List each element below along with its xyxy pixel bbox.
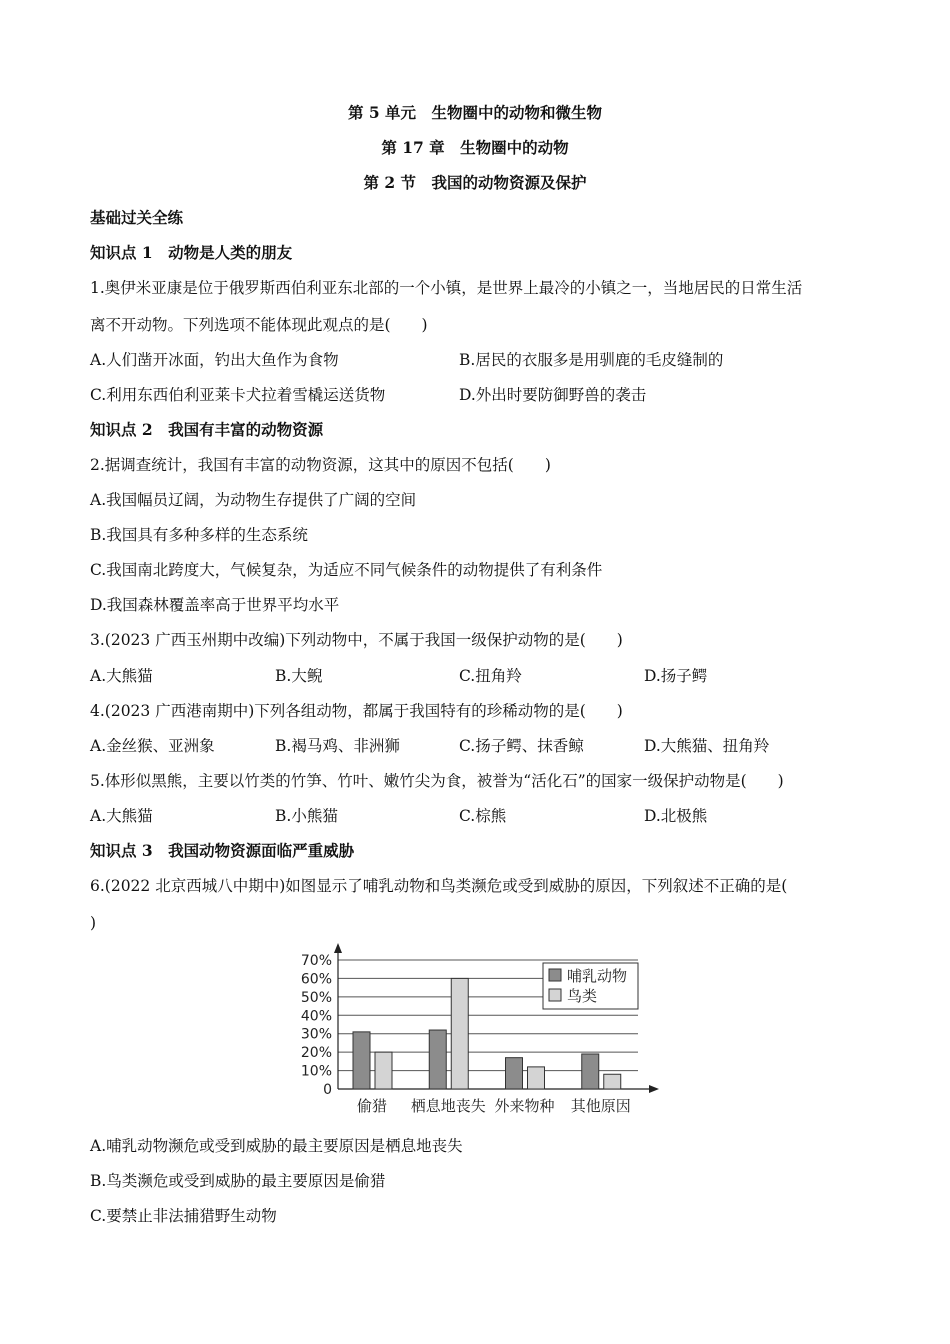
section-title: 第 2 节 我国的动物资源及保护 — [363, 173, 587, 192]
q1-option-c: C.利用东西伯利亚莱卡犬拉着雪橇运送货物 — [90, 386, 386, 404]
q2-option-c: C.我国南北跨度大，气候复杂，为适应不同气候条件的动物提供了有利条件 — [90, 561, 603, 579]
legend-label: 哺乳动物 — [567, 967, 628, 985]
bar-bird — [375, 1052, 392, 1089]
y-tick-label: 50% — [300, 989, 332, 1006]
q5-stem: 5.体形似黑熊，主要以竹类的竹笋、竹叶、嫩竹尖为食，被誉为“活化石”的国家一级保护动物是( ) — [90, 772, 784, 790]
q5-option-b: B.小熊猫 — [275, 807, 338, 825]
x-tick-label: 栖息地丧失 — [410, 1097, 486, 1115]
q3-option-c: C.扭角羚 — [459, 667, 522, 685]
y-tick-label: 0 — [323, 1082, 332, 1098]
y-tick-label: 70% — [300, 953, 332, 969]
q6-option-b: B.鸟类濒危或受到威胁的最主要原因是偷猎 — [90, 1172, 386, 1190]
q6-stem-line1: 6.(2022 北京西城八中期中)如图显示了哺乳动物和鸟类濒危或受到威胁的原因，下列叙述不正确的是( — [90, 877, 788, 895]
q1-stem-line1: 1.奥伊米亚康是位于俄罗斯西伯利亚东北部的一个小镇，是世界上最冷的小镇之一，当地居民的日常生活 — [90, 279, 803, 297]
q3-option-d: D.扬子鳄 — [644, 667, 708, 685]
knowledge-point-2: 知识点 2 我国有丰富的动物资源 — [90, 420, 324, 439]
y-tick-label: 60% — [300, 971, 332, 988]
q1-stem-line2: 离不开动物。下列选项不能体现此观点的是( ) — [90, 316, 428, 334]
x-tick-label: 外来物种 — [494, 1097, 555, 1115]
q6-option-a: A.哺乳动物濒危或受到威胁的最主要原因是栖息地丧失 — [90, 1137, 463, 1155]
y-tick-label: 30% — [300, 1026, 332, 1043]
legend-label: 鸟类 — [567, 987, 598, 1005]
q1-option-b: B.居民的衣服多是用驯鹿的毛皮缝制的 — [459, 351, 724, 369]
y-axis-arrow — [334, 943, 342, 953]
knowledge-point-3: 知识点 3 我国动物资源面临严重威胁 — [90, 841, 355, 860]
q4-option-b: B.褐马鸡、非洲狮 — [275, 737, 400, 755]
y-tick-label: 10% — [300, 1063, 332, 1080]
bar-bird — [528, 1067, 545, 1089]
y-tick-label: 40% — [300, 1008, 332, 1025]
q1-option-a: A.人们凿开冰面，钓出大鱼作为食物 — [90, 351, 339, 369]
knowledge-point-1: 知识点 1 动物是人类的朋友 — [90, 243, 293, 262]
bar-mammal — [353, 1032, 370, 1089]
q5-option-d: D.北极熊 — [644, 807, 708, 825]
q6-stem-line2: ) — [90, 914, 97, 932]
q5-option-a: A.大熊猫 — [90, 807, 153, 825]
q4-stem: 4.(2023 广西港南期中)下列各组动物，都属于我国特有的珍稀动物的是( ) — [90, 702, 623, 720]
bar-mammal — [429, 1030, 446, 1089]
q3-option-b: B.大鲵 — [275, 667, 323, 685]
q1-option-d: D.外出时要防御野兽的袭击 — [459, 386, 647, 404]
q3-option-a: A.大熊猫 — [90, 667, 153, 685]
bar-mammal — [582, 1054, 599, 1089]
q2-option-d: D.我国森林覆盖率高于世界平均水平 — [90, 596, 340, 614]
q5-option-c: C.棕熊 — [459, 807, 507, 825]
x-tick-label: 其他原因 — [570, 1097, 631, 1115]
chapter-title: 第 17 章 生物圈中的动物 — [381, 138, 569, 157]
bar-bird — [604, 1074, 621, 1089]
q4-option-d: D.大熊猫、扭角羚 — [644, 737, 770, 755]
q2-option-b: B.我国具有多种多样的生态系统 — [90, 526, 308, 544]
q2-option-a: A.我国幅员辽阔，为动物生存提供了广阔的空间 — [90, 491, 417, 509]
x-axis-arrow — [649, 1085, 659, 1093]
q6-option-c: C.要禁止非法捕猎野生动物 — [90, 1207, 277, 1225]
y-tick-label: 20% — [300, 1045, 332, 1062]
unit-title: 第 5 单元 生物圈中的动物和微生物 — [347, 103, 603, 122]
x-tick-label: 偷猎 — [356, 1097, 388, 1115]
threat-causes-bar-chart — [295, 943, 665, 1123]
legend-swatch — [549, 969, 561, 981]
q2-stem: 2.据调查统计，我国有丰富的动物资源，这其中的原因不包括( ) — [90, 456, 551, 474]
q4-option-c: C.扬子鳄、抹香鲸 — [459, 737, 584, 755]
q4-option-a: A.金丝猴、亚洲象 — [90, 737, 215, 755]
legend-swatch — [549, 989, 561, 1001]
bar-mammal — [506, 1058, 523, 1089]
section-heading: 基础过关全练 — [90, 208, 184, 227]
q3-stem: 3.(2023 广西玉州期中改编)下列动物中，不属于我国一级保护动物的是( ) — [90, 631, 623, 649]
bar-bird — [451, 978, 468, 1089]
